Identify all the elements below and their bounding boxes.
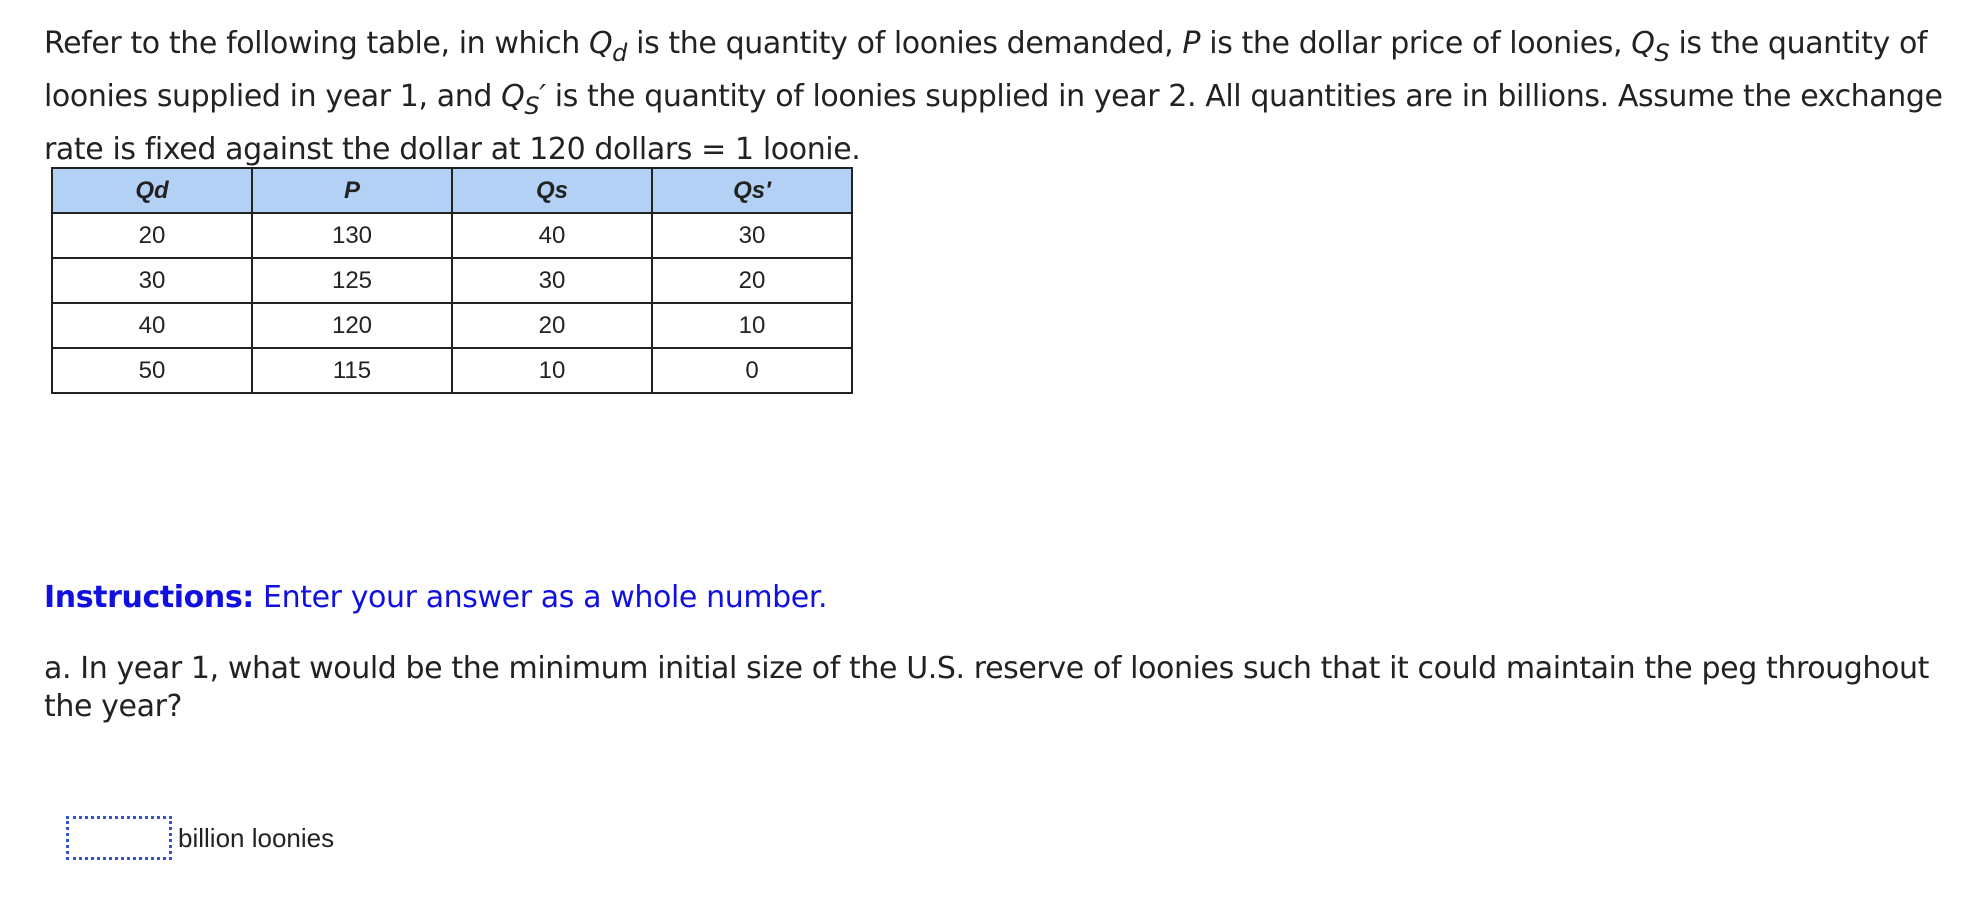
intro-text-4: is the quantity of loonies supplied in year 1, and <box>44 26 1928 114</box>
answer-unit-label: billion loonies <box>178 822 335 853</box>
cell-qs: 20 <box>452 303 652 348</box>
header-qs-prime: Qs′ <box>652 168 852 213</box>
table-row <box>52 303 852 348</box>
qs-subscript: S <box>1654 39 1670 67</box>
qs-symbol <box>1631 26 1670 67</box>
table-row <box>52 348 852 393</box>
cell-qd: 50 <box>52 348 252 393</box>
cell-qs: 10 <box>452 348 652 393</box>
intro-text-5: is the quantity of loonies supplied in year 2. All quantities are in billions. Assume the exchange rate is fixed against the dollar at 120 dollars = 1 loonie. <box>44 79 1943 167</box>
qs-prime-symbol <box>501 79 546 120</box>
cell-p: 120 <box>252 303 452 348</box>
cell-qd: 30 <box>52 258 252 303</box>
qs-symbol-main: Q <box>1631 26 1655 61</box>
qd-subscript: d <box>612 39 627 67</box>
p-symbol: P <box>1182 26 1201 61</box>
table-row <box>52 213 852 258</box>
cell-qs: 30 <box>452 258 652 303</box>
supply-demand-table <box>51 167 853 394</box>
table-row <box>52 258 852 303</box>
cell-qs: 40 <box>452 213 652 258</box>
instructions-text: Enter your answer as a whole number. <box>253 580 828 615</box>
intro-text-3: is the dollar price of loonies, <box>1200 26 1632 61</box>
cell-qs-prime: 20 <box>652 258 852 303</box>
qs-prime-subscript: S <box>524 92 540 120</box>
cell-qs-prime: 0 <box>652 348 852 393</box>
problem-statement <box>44 22 1944 172</box>
answer-row <box>66 816 334 860</box>
instructions <box>44 578 827 618</box>
instructions-label: Instructions: <box>44 580 254 615</box>
table-header-row <box>52 168 852 213</box>
header-p: P <box>252 168 452 213</box>
header-qd: Qd <box>52 168 252 213</box>
cell-qs-prime: 10 <box>652 303 852 348</box>
intro-text-2: is the quantity of loonies demanded, <box>627 26 1183 61</box>
answer-input[interactable] <box>66 816 172 860</box>
qd-symbol <box>588 26 627 67</box>
qd-symbol-main: Q <box>588 26 613 61</box>
header-qs: Qs <box>452 168 652 213</box>
cell-p: 125 <box>252 258 452 303</box>
question-a: a. In year 1, what would be the minimum initial size of the U.S. reserve of loonies such that it could maintain the peg throughout the year? <box>44 651 1929 724</box>
cell-p: 130 <box>252 213 452 258</box>
cell-p: 115 <box>252 348 452 393</box>
intro-text-1: Refer to the following table, in which <box>44 26 589 61</box>
qs-prime-symbol-main: Q <box>501 79 525 114</box>
qs-prime-mark: ′ <box>539 79 546 114</box>
cell-qd: 20 <box>52 213 252 258</box>
cell-qs-prime: 30 <box>652 213 852 258</box>
cell-qd: 40 <box>52 303 252 348</box>
